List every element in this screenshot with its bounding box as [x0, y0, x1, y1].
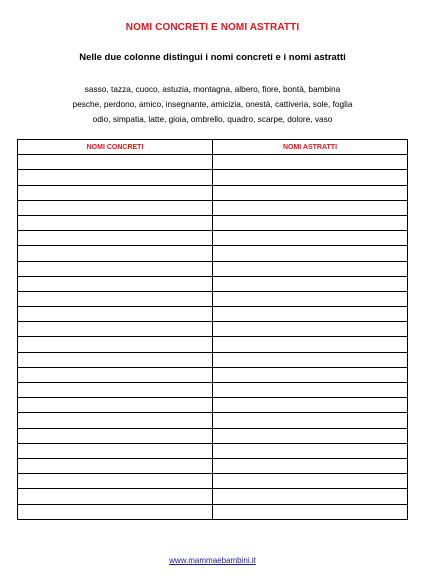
- abstract-answer-cell[interactable]: [213, 428, 408, 443]
- table-row: [18, 489, 408, 504]
- abstract-answer-cell[interactable]: [213, 155, 408, 170]
- abstract-answer-cell[interactable]: [213, 231, 408, 246]
- table-row: [18, 367, 408, 382]
- table-row: [18, 474, 408, 489]
- concrete-answer-cell[interactable]: [18, 231, 213, 246]
- concrete-answer-cell[interactable]: [18, 185, 213, 200]
- concrete-answer-cell[interactable]: [18, 458, 213, 473]
- table-row: [18, 322, 408, 337]
- table-header-row: [18, 140, 408, 155]
- answer-table: [17, 139, 408, 520]
- table-row: [18, 443, 408, 458]
- column-header-abstract: NOMI ASTRATTI: [213, 140, 408, 155]
- concrete-answer-cell[interactable]: [18, 443, 213, 458]
- table-row: [18, 307, 408, 322]
- concrete-answer-cell[interactable]: [18, 246, 213, 261]
- footer: [0, 556, 425, 565]
- column-header-concrete: NOMI CONCRETI: [18, 140, 213, 155]
- abstract-answer-cell[interactable]: [213, 261, 408, 276]
- abstract-answer-cell[interactable]: [213, 352, 408, 367]
- word-list: [0, 82, 425, 127]
- concrete-answer-cell[interactable]: [18, 383, 213, 398]
- word-line: pesche, perdono, amico, insegnante, amicizia, onestà, cattiveria, sole, foglia: [72, 99, 353, 109]
- abstract-answer-cell[interactable]: [213, 291, 408, 306]
- table-row: [18, 261, 408, 276]
- concrete-answer-cell[interactable]: [18, 489, 213, 504]
- table-row: [18, 383, 408, 398]
- concrete-answer-cell[interactable]: [18, 155, 213, 170]
- table-row: [18, 215, 408, 230]
- concrete-answer-cell[interactable]: [18, 413, 213, 428]
- concrete-answer-cell[interactable]: [18, 261, 213, 276]
- table-row: [18, 200, 408, 215]
- concrete-answer-cell[interactable]: [18, 504, 213, 519]
- concrete-answer-cell[interactable]: [18, 337, 213, 352]
- abstract-answer-cell[interactable]: [213, 504, 408, 519]
- table-row: [18, 246, 408, 261]
- concrete-answer-cell[interactable]: [18, 170, 213, 185]
- concrete-answer-cell[interactable]: [18, 367, 213, 382]
- abstract-answer-cell[interactable]: [213, 322, 408, 337]
- table-row: [18, 504, 408, 519]
- abstract-answer-cell[interactable]: [213, 307, 408, 322]
- abstract-answer-cell[interactable]: [213, 474, 408, 489]
- abstract-answer-cell[interactable]: [213, 443, 408, 458]
- table-row: [18, 352, 408, 367]
- concrete-answer-cell[interactable]: [18, 215, 213, 230]
- table-row: [18, 170, 408, 185]
- abstract-answer-cell[interactable]: [213, 276, 408, 291]
- concrete-answer-cell[interactable]: [18, 322, 213, 337]
- concrete-answer-cell[interactable]: [18, 276, 213, 291]
- table-row: [18, 428, 408, 443]
- instruction-text: Nelle due colonne distingui i nomi concreti e i nomi astratti: [79, 52, 346, 63]
- abstract-answer-cell[interactable]: [213, 215, 408, 230]
- abstract-answer-cell[interactable]: [213, 185, 408, 200]
- abstract-answer-cell[interactable]: [213, 458, 408, 473]
- word-line: odio, simpatia, latte, gioia, ombrello, quadro, scarpe, dolore, vaso: [92, 114, 333, 124]
- table-row: [18, 398, 408, 413]
- abstract-answer-cell[interactable]: [213, 489, 408, 504]
- concrete-answer-cell[interactable]: [18, 307, 213, 322]
- concrete-answer-cell[interactable]: [18, 200, 213, 215]
- table-row: [18, 458, 408, 473]
- table-row: [18, 231, 408, 246]
- concrete-answer-cell[interactable]: [18, 428, 213, 443]
- word-line: sasso, tazza, cuoco, astuzia, montagna, albero, fiore, bontà, bambina: [84, 84, 341, 94]
- concrete-answer-cell[interactable]: [18, 291, 213, 306]
- website-link[interactable]: www.mammaebambini.it: [169, 556, 256, 565]
- concrete-answer-cell[interactable]: [18, 474, 213, 489]
- page-title: NOMI CONCRETI E NOMI ASTRATTI: [125, 22, 300, 33]
- table-row: [18, 276, 408, 291]
- abstract-answer-cell[interactable]: [213, 413, 408, 428]
- abstract-answer-cell[interactable]: [213, 170, 408, 185]
- concrete-answer-cell[interactable]: [18, 352, 213, 367]
- table-row: [18, 413, 408, 428]
- abstract-answer-cell[interactable]: [213, 398, 408, 413]
- table-row: [18, 185, 408, 200]
- table-row: [18, 337, 408, 352]
- abstract-answer-cell[interactable]: [213, 246, 408, 261]
- concrete-answer-cell[interactable]: [18, 398, 213, 413]
- abstract-answer-cell[interactable]: [213, 200, 408, 215]
- abstract-answer-cell[interactable]: [213, 383, 408, 398]
- table-body: [18, 155, 408, 520]
- abstract-answer-cell[interactable]: [213, 367, 408, 382]
- abstract-answer-cell[interactable]: [213, 337, 408, 352]
- table-row: [18, 291, 408, 306]
- table-row: [18, 155, 408, 170]
